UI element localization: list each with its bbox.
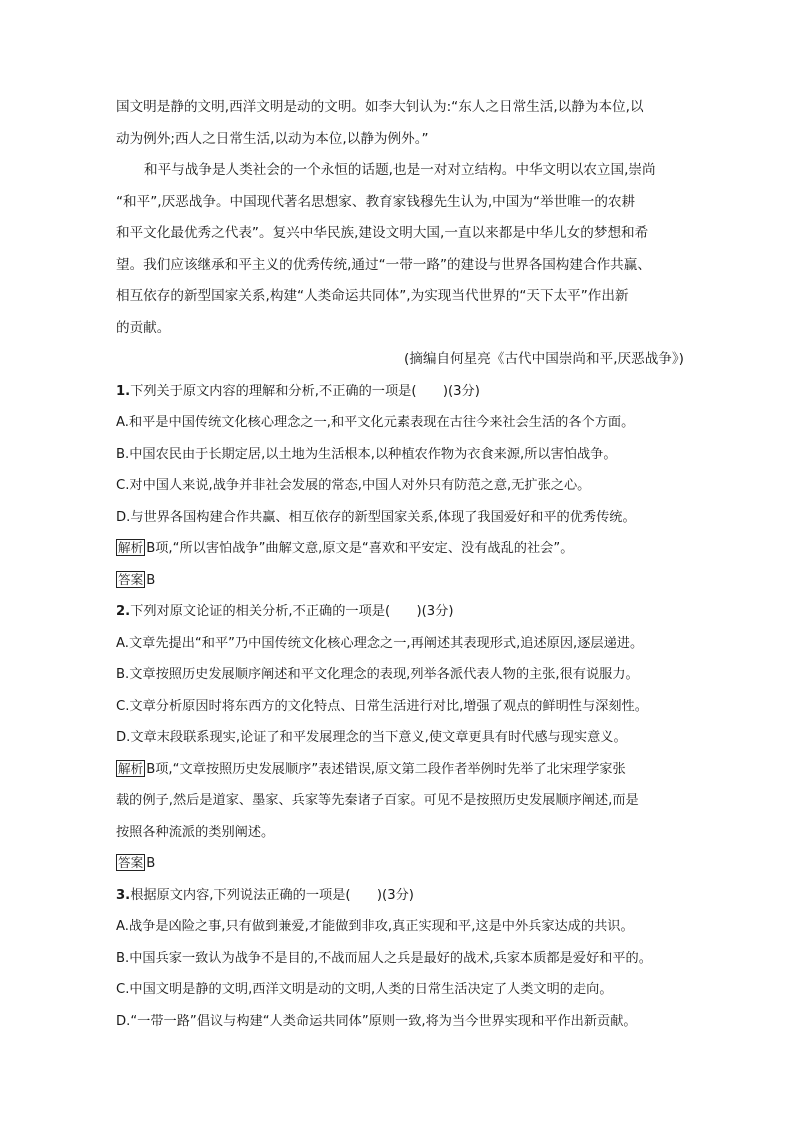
analysis xyxy=(116,754,684,786)
option-d: D.文章末段联系现实,论证了和平发展理念的当下意义,使文章更具有时代感与现实意义。 xyxy=(116,730,627,745)
option-d: D.与世界各国构建合作共赢、相互依存的新型国家关系,体现了我国爱好和平的优秀传统。 xyxy=(116,509,636,525)
option-c: C.中国文明是静的文明,西洋文明是动的文明,人类的日常生活决定了人类文明的走向。 xyxy=(116,982,613,997)
answer xyxy=(116,565,684,597)
analysis-continued: 按照各种流派的类别阐述。 xyxy=(116,824,275,840)
passage-line: 和平文化最优秀之代表”。复兴中华民族,建设文明大国,一直以来都是中华儿女的梦想和希 xyxy=(116,225,649,241)
answer-label: 答案 xyxy=(118,571,144,587)
option-c: C.文章分析原因时将东西方的文化特点、日常生活进行对比,增强了观点的鲜明性与深刻性。 xyxy=(116,698,648,714)
analysis-label: 解析 xyxy=(118,540,144,555)
analysis-label: 解析 xyxy=(118,760,144,776)
question-2 xyxy=(116,596,684,880)
option-a: A.战争是凶险之事,只有做到兼爱,才能做到非攻,真正实现和平,这是中外兵家达成的共识。 xyxy=(116,919,634,934)
question-stem-text: 下列对原文论证的相关分析,不正确的一项是( )(3分) xyxy=(130,604,454,619)
analysis-text: B项,“所以害怕战争”曲解文意,原文是“喜欢和平安定、没有战乱的社会”。 xyxy=(146,541,574,556)
answer-value: B xyxy=(146,856,156,871)
passage-line: 望。我们应该继承和平主义的优秀传统,通过“一带一路”的建设与世界各国构建合作共赢、 xyxy=(116,256,651,273)
question-stem xyxy=(116,376,684,408)
question-stem xyxy=(116,596,684,628)
question-number: 3. xyxy=(116,887,131,903)
option-a: A.文章先提出“和平”乃中国传统文化核心理念之一,再阐述其表现形式,追述原因,逐层递进。 xyxy=(116,635,644,651)
analysis-continued: 载的例子,然后是道家、墨家、兵家等先秦诸子百家。可见不是按照历史发展顺序阐述,而是 xyxy=(116,793,639,808)
analysis-text: B项,“文章按照历史发展顺序”表述错误,原文第二段作者举例时先举了北宋理学家张 xyxy=(146,761,626,777)
passage-line: 相互依存的新型国家关系,构建“人类命运共同体”,为实现当代世界的“天下太平”作出新 xyxy=(116,288,629,304)
passage-line: “和平”,厌恶战争。中国现代著名思想家、教育家钱穆先生认为,中国为“举世唯一的农耕 xyxy=(116,193,636,210)
option-b: B.中国农民由于长期定居,以土地为生活根本,以种植农作物为衣食来源,所以害怕战争。 xyxy=(116,446,617,462)
passage-line: 国文明是静的文明,西洋文明是动的文明。如李大钊认为:“东人之日常生活,以静为本位,以 xyxy=(116,99,644,115)
passage-source: (摘编自何星亮《古代中国崇尚和平,厌恶战争》) xyxy=(403,351,684,367)
passage xyxy=(116,92,684,376)
passage-line: 和平与战争是人类社会的一个永恒的话题,也是一对对立结构。中华文明以农立国,崇尚 xyxy=(144,162,656,178)
question-number: 2. xyxy=(116,604,131,619)
passage-line: 的贡献。 xyxy=(116,319,171,336)
option-a: A.和平是中国传统文化核心理念之一,和平文化元素表现在古往今来社会生活的各个方面。 xyxy=(116,415,635,430)
option-b: B.文章按照历史发展顺序阐述和平文化理念的表现,列举各派代表人物的主张,很有说服力。 xyxy=(116,667,639,682)
question-1 xyxy=(116,376,684,597)
answer xyxy=(116,848,684,880)
question-number: 1. xyxy=(116,383,131,399)
option-c: C.对中国人来说,战争并非社会发展的常态,中国人对外只有防范之意,无扩张之心。 xyxy=(116,478,591,493)
question-3 xyxy=(116,880,684,1038)
passage-line: 动为例外;西人之日常生活,以动为本位,以静为例外。” xyxy=(116,130,429,147)
option-d: D.“一带一路”倡议与构建“人类命运共同体”原则一致,将为当今世界实现和平作出新贡献。 xyxy=(116,1013,637,1029)
question-stem-text: 根据原文内容,下列说法正确的一项是( )(3分) xyxy=(130,887,414,903)
analysis xyxy=(116,533,684,565)
document-page xyxy=(116,92,684,1037)
answer-label: 答案 xyxy=(118,855,144,870)
question-stem xyxy=(116,880,684,912)
option-b: B.中国兵家一致认为战争不是目的,不战而屈人之兵是最好的战术,兵家本质都是爱好和平的。 xyxy=(116,950,652,966)
answer-value: B xyxy=(146,572,156,588)
question-stem-text: 下列关于原文内容的理解和分析,不正确的一项是( )(3分) xyxy=(130,383,480,399)
